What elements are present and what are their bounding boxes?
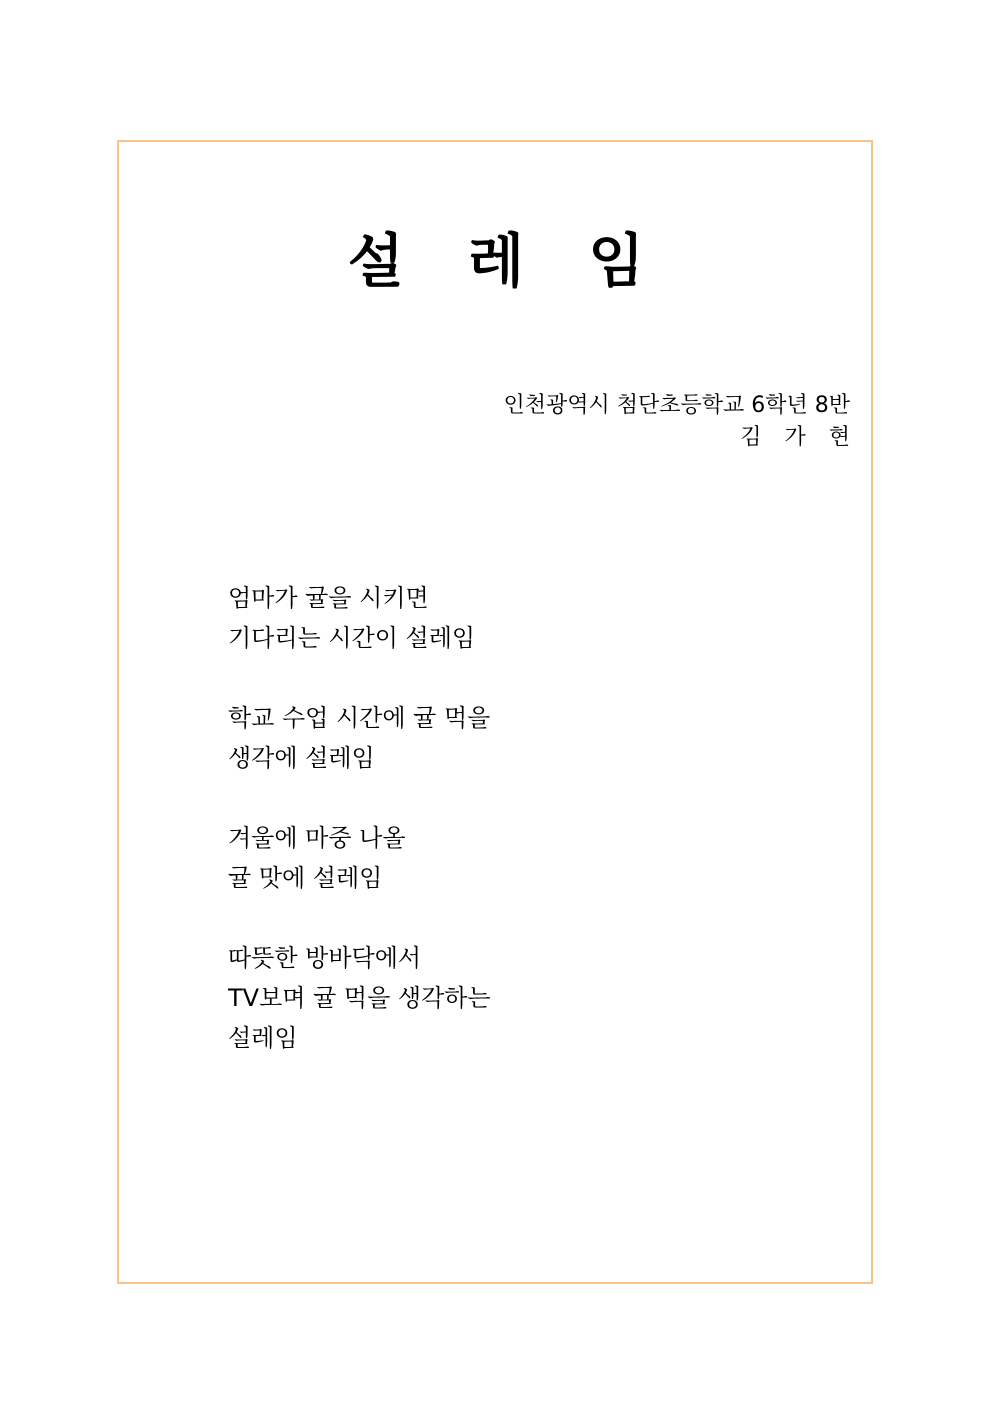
poem-line: 따뜻한 방바닥에서: [228, 944, 422, 972]
poem-line: 엄마가 귤을 시키면: [228, 584, 429, 612]
poem-line: 겨울에 마중 나올: [228, 824, 406, 852]
stanza: [228, 578, 491, 658]
poem-line: 귤 맛에 설레임: [228, 864, 383, 892]
school-info: 인천광역시 첨단초등학교 6학년 8반: [503, 393, 850, 418]
stanza: [228, 818, 491, 898]
poem-body: [228, 578, 491, 1058]
stanza: [228, 698, 491, 778]
author-name: 김 가 현: [740, 425, 858, 450]
stanza: [228, 938, 491, 1058]
poem-title: 설 레 임: [347, 227, 667, 295]
poem-line: 학교 수업 시간에 귤 먹을: [228, 704, 491, 732]
byline: [503, 390, 858, 454]
poem-line: 생각에 설레임: [228, 744, 375, 772]
poem-line: 기다리는 시간이 설레임: [228, 624, 476, 652]
poem-line: 설레임: [228, 1024, 298, 1052]
poem-line: TV보며 귤 먹을 생각하는: [228, 984, 491, 1012]
